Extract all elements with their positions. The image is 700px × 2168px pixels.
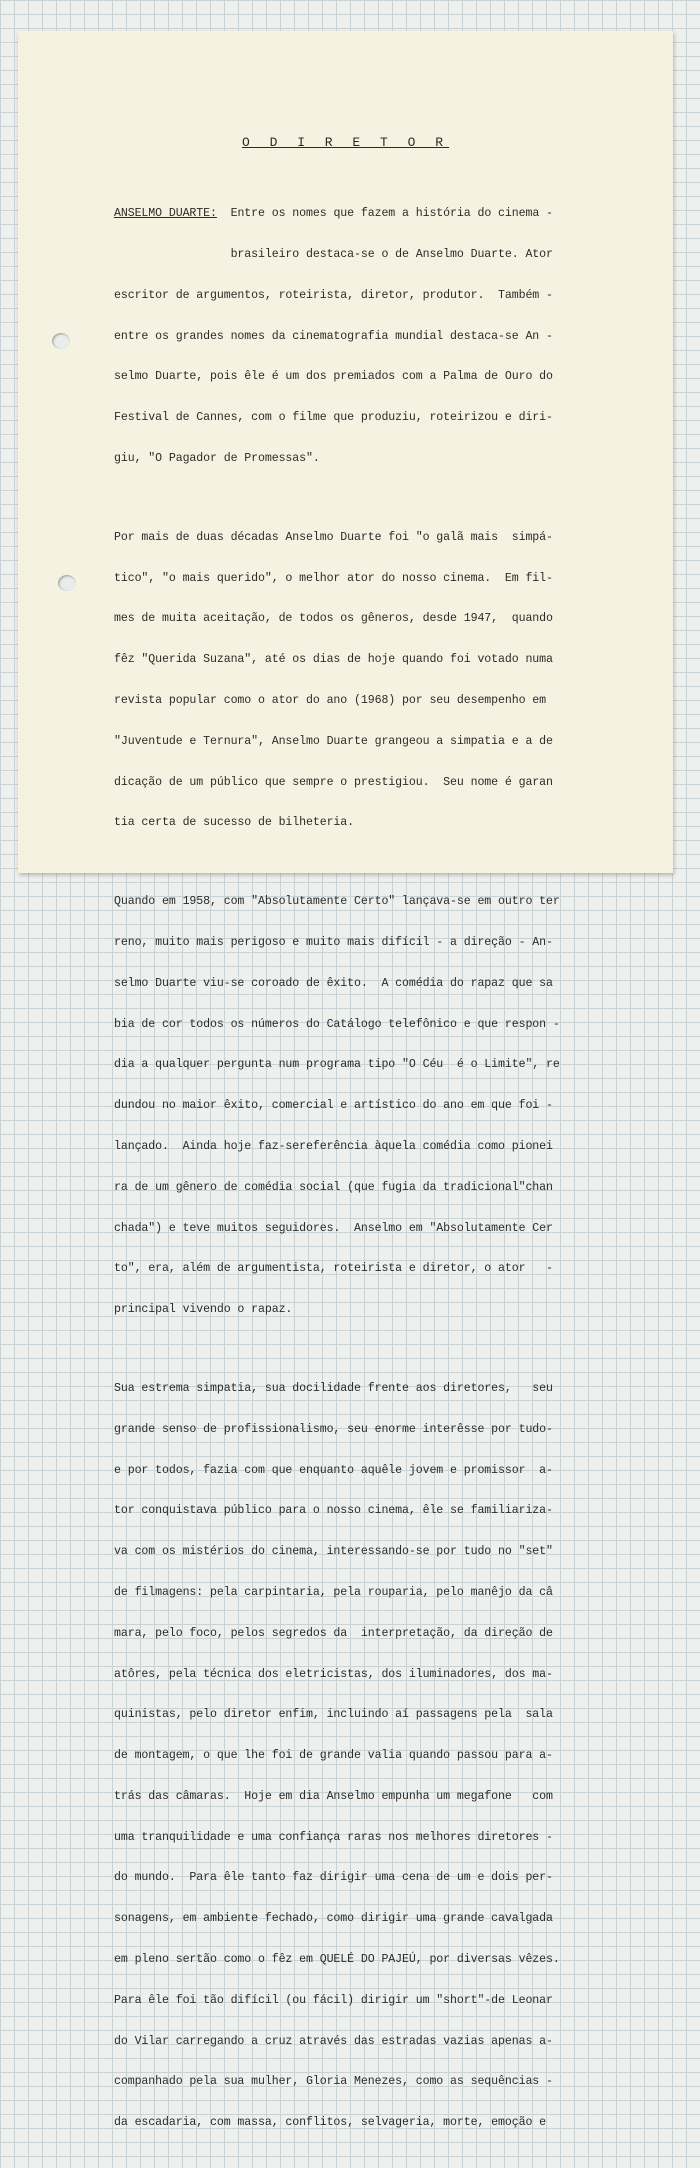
punch-hole [52,333,70,349]
text-line: mara, pelo foco, pelos segredos da interpretação, da direção de [114,1626,553,1640]
text-line: reno, muito mais perigoso e muito mais difícil - a direção - An- [114,936,553,950]
text-line: atôres, pela técnica dos eletricistas, dos iluminadores, dos ma- [114,1667,553,1681]
text-line: entre os grandes nomes da cinematografia mundial destaca-se An - [114,329,553,343]
text-line: tia certa de sucesso de bilheteria. [114,816,355,830]
text-line: da escadaria, com massa, conflitos, selvageria, morte, emoção e [114,2116,547,2130]
text-line: companhado pela sua mulher, Gloria Menezes, como as sequências - [114,2075,553,2089]
text-line: de filmagens: pela carpintaria, pela rouparia, pelo manêjo da câ [114,1585,553,1599]
text-line: revista popular como o ator do ano (1968) por seu desempenho em [114,693,547,707]
text-line: Sua estrema simpatia, sua docilidade frente aos diretores, seu [114,1382,553,1396]
text-line: dundou no maior êxito, comercial e artístico do ano em que foi - [114,1099,553,1113]
document-body [114,180,634,2168]
paragraph-1 [114,180,634,493]
text-line: uma tranquilidade e uma confiança raras nos melhores diretores - [114,1830,553,1844]
text-line: fêz "Querida Suzana", até os dias de hoje quando foi votado numa [114,653,553,667]
text-line: e por todos, fazia com que enquanto aquêle jovem e promissor a- [114,1463,553,1477]
text-line: Para êle foi tão difícil (ou fácil) dirigir um "short"-de Leonar [114,1993,553,2007]
text-line: escritor de argumentos, roteirista, diretor, produtor. Também - [114,288,553,302]
text-line: de montagem, o que lhe foi de grande valia quando passou para a- [114,1749,553,1763]
text-line: Festival de Cannes, com o filme que produziu, roteirizou e diri- [114,411,553,425]
text-line: trás das câmaras. Hoje em dia Anselmo empunha um megafone com [114,1789,553,1803]
text-line: dicação de um público que sempre o prestigiou. Seu nome é garan [114,775,553,789]
text-line: Quando em 1958, com "Absolutamente Certo" lançava-se em outro ter [114,895,560,909]
text-line: chada") e teve muitos seguidores. Anselmo em "Absolutamente Cer [114,1221,553,1235]
text-line: mes de muita aceitação, de todos os gêneros, desde 1947, quando [114,612,553,626]
text-line: Por mais de duas décadas Anselmo Duarte foi "o galã mais simpá- [114,530,553,544]
text-line: em pleno sertão como o fêz em QUELÉ DO PAJEÚ, por diversas vêzes. [114,1953,560,1966]
text-line: dia a qualquer pergunta num programa tipo "O Céu é o Limite", re [114,1058,560,1072]
paragraph-2 [114,504,634,857]
text-line: grande senso de profissionalismo, seu enorme interêsse por tudo- [114,1422,553,1436]
document-title: O D I R E T O R [241,135,450,150]
text-line: va com os mistérios do cinema, interessando-se por tudo no "set" [114,1545,553,1559]
text-line: to", era, além de argumentista, roteirista e diretor, o ator - [114,1262,553,1276]
text-line: ra de um gênero de comédia social (que fugia da tradicional"chan [114,1180,553,1194]
paragraph-4 [114,1355,634,2157]
text-line: giu, "O Pagador de Promessas". [114,451,320,465]
text-line: quinistas, pelo diretor enfim, incluindo aí passagens pela sala [114,1708,553,1722]
text-line: selmo Duarte viu-se coroado de êxito. A comédia do rapaz que sa [114,976,553,990]
text-line: brasileiro destaca-se o de Anselmo Duarte. Ator [114,247,553,261]
text-line: tico", "o mais querido", o melhor ator do nosso cinema. Em fil- [114,571,553,585]
punch-hole [58,575,76,591]
text-line: sonagens, em ambiente fechado, como dirigir uma grande cavalgada [114,1912,553,1926]
text-line: bia de cor todos os números do Catálogo telefônico e que respon - [114,1017,560,1031]
text-line: tor conquistava público para o nosso cinema, êle se familiariza- [114,1504,553,1518]
text-line: do Vilar carregando a cruz através das estradas vazias apenas a- [114,2034,553,2048]
text-line: Entre os nomes que fazem a história do cinema - [216,207,553,221]
text-line: principal vivendo o rapaz. [114,1303,293,1317]
text-line: do mundo. Para êle tanto faz dirigir uma cena de um e dois per- [114,1871,553,1885]
paragraph-3 [114,868,634,1344]
text-line: selmo Duarte, pois êle é um dos premiados com a Palma de Ouro do [114,370,553,384]
text-line: lançado. Ainda hoje faz-sereferência àquela comédia como pionei [114,1139,553,1153]
document-page [18,31,673,2130]
lead-name: ANSELMO DUARTE: [114,207,217,221]
text-line: "Juventude e Ternura", Anselmo Duarte grangeou a simpatia e a de [114,734,553,748]
